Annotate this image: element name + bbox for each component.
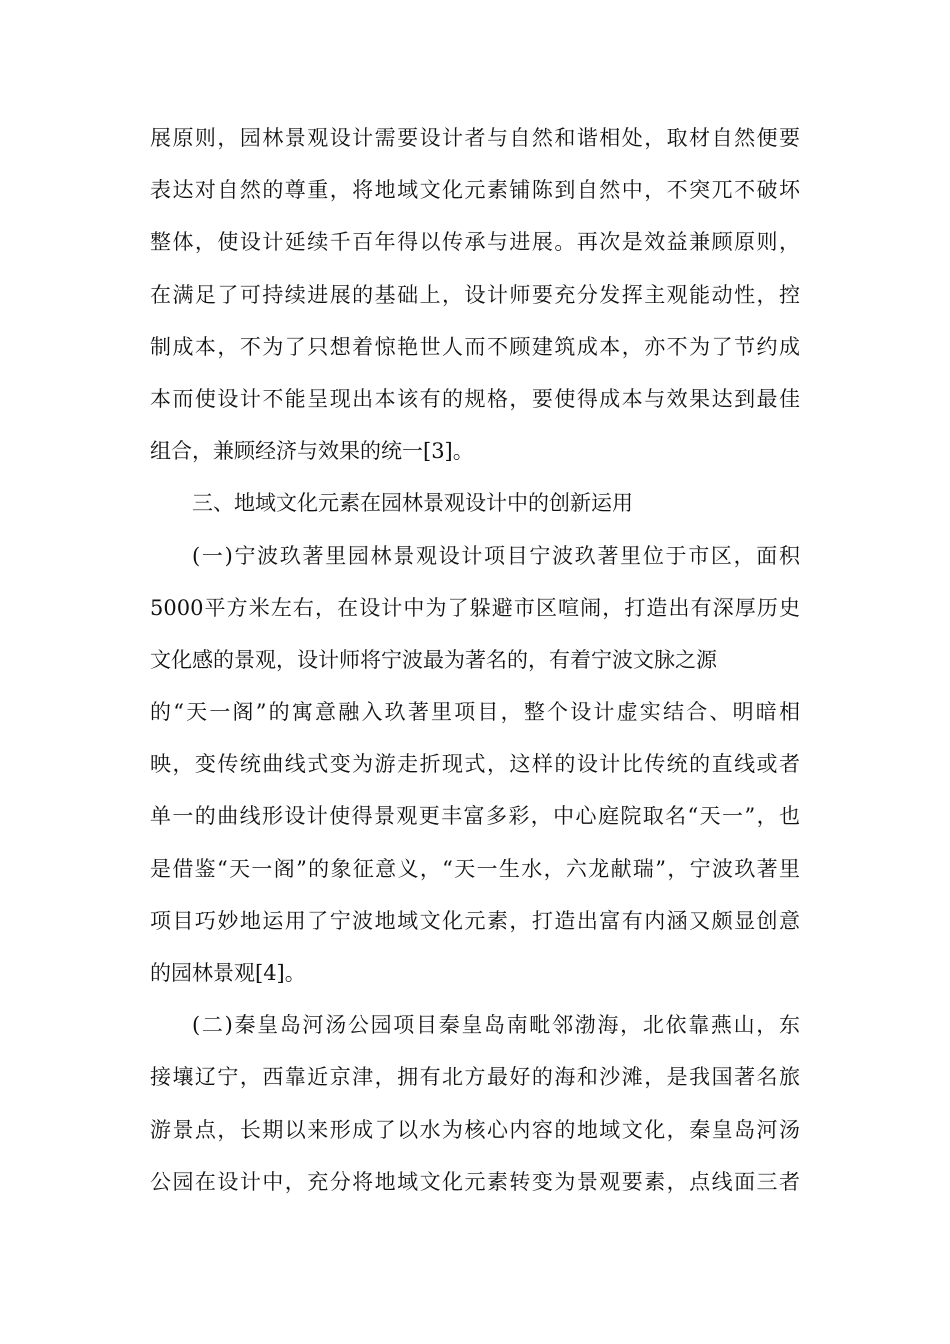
text-line: 本而使设计不能呈现出本该有的规格，要使得成本与效果达到最佳 — [150, 386, 800, 411]
text-line: (二)秦皇岛河汤公园项目秦皇岛南毗邻渤海，北依靠燕山，东 — [192, 1013, 800, 1038]
body-text — [150, 112, 800, 1208]
text-line: 映，变传统曲线式变为游走折现式，这样的设计比传统的直线或者 — [150, 752, 800, 777]
text-line: 组合，兼顾经济与效果的统一[3]。 — [150, 439, 474, 464]
text-line: 是借鉴“天一阁”的象征意义，“天一生水，六龙献瑞”，宁波玖著里 — [150, 856, 800, 881]
text-line: 的园林景观[4]。 — [150, 961, 306, 985]
text-line: 表达对自然的尊重，将地域文化元素铺陈到自然中，不突兀不破坏 — [150, 178, 800, 203]
text-line: 单一的曲线形设计使得景观更丰富多彩，中心庭院取名“天一”，也 — [150, 804, 800, 829]
text-line: 在满足了可持续进展的基础上，设计师要充分发挥主观能动性，控 — [150, 282, 800, 307]
text-line: 展原则，园林景观设计需要设计者与自然和谐相处，取材自然便要 — [150, 126, 800, 150]
text-line: 游景点，长期以来形成了以水为核心内容的地域文化，秦皇岛河汤 — [150, 1117, 800, 1142]
text-line: 接壤辽宁，西靠近京津，拥有北方最好的海和沙滩，是我国著名旅 — [150, 1065, 800, 1090]
text-line: 5000平方米左右，在设计中为了躲避市区喧闹，打造出有深厚历史 — [150, 595, 800, 620]
text-line: 整体，使设计延续千百年得以传承与进展。再次是效益兼顾原则， — [150, 230, 800, 255]
text-line: 文化感的景观，设计师将宁波最为著名的，有着宁波文脉之源 — [150, 647, 717, 672]
text-line: 公园在设计中，充分将地域文化元素转变为景观要素，点线面三者 — [150, 1169, 800, 1194]
text-line: (一)宁波玖著里园林景观设计项目宁波玖著里位于市区，面积 — [192, 543, 800, 568]
text-line: 的“天一阁”的寓意融入玖著里项目，整个设计虚实结合、明暗相 — [150, 700, 800, 725]
section-heading: 三、地域文化元素在园林景观设计中的创新运用 — [192, 491, 633, 516]
text-line: 项目巧妙地运用了宁波地域文化元素，打造出富有内涵又颇显创意 — [150, 908, 800, 933]
text-line: 制成本，不为了只想着惊艳世人而不顾建筑成本，亦不为了节约成 — [150, 334, 800, 359]
